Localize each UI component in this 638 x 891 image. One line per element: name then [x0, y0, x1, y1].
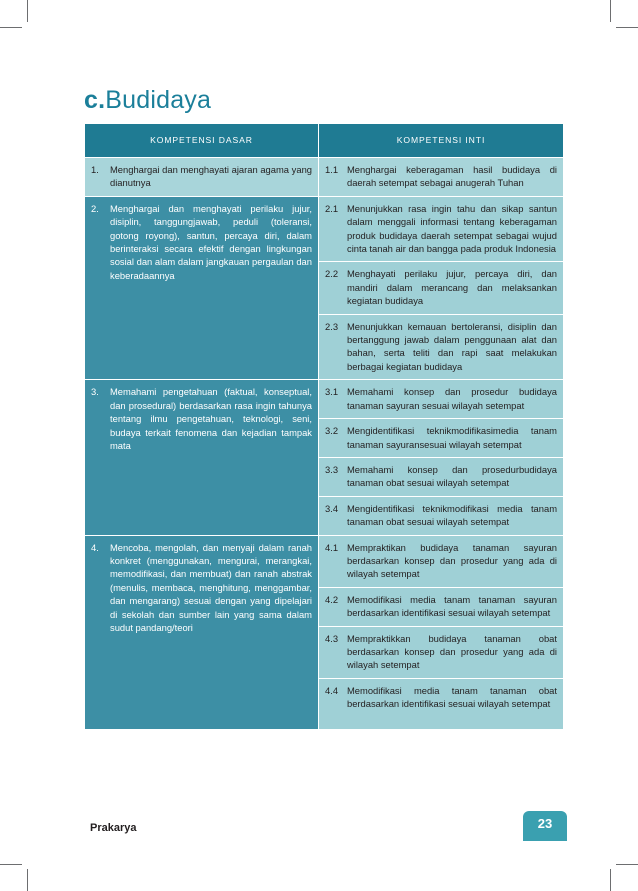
ki-cell [319, 587, 564, 626]
ki-number: 4.3 [325, 632, 339, 644]
ki-number: 1.1 [325, 164, 339, 175]
crop-mark [27, 0, 28, 22]
ki-cell [319, 196, 564, 262]
ki-cell [319, 380, 564, 419]
competency-table [84, 123, 564, 730]
section-title-text: Budidaya [105, 86, 212, 114]
ki-cell [319, 419, 564, 458]
ki-number: 3.2 [325, 425, 339, 437]
crop-mark [0, 864, 22, 865]
kd-number: 4. [91, 541, 99, 553]
ki-cell [319, 457, 564, 496]
ki-number: 4.4 [325, 684, 339, 696]
header-kompetensi-dasar: KOMPETENSI DASAR [85, 124, 319, 158]
kd-number: 2. [91, 202, 99, 214]
page-number-badge [523, 811, 567, 841]
ki-cell [319, 626, 564, 678]
crop-mark [27, 869, 28, 891]
ki-text: Mengidentifikasi teknikmodifikasi media tanam tanaman obat sesuai wilayah setempat [347, 502, 557, 528]
book-title: Prakarya [90, 822, 137, 834]
ki-text: Menghayati perilaku jujur, percaya diri, dan mandiri dalam merancang dan melaksankan kegiatan budidaya [347, 268, 557, 307]
table-row [85, 380, 564, 419]
ki-text: Memodifikasi media tanam tanaman sayuran berdasarkan identifikasi sesuai wilayah setempat [347, 593, 557, 619]
kd-cell [85, 535, 319, 729]
ki-text: Memahami konsep dan prosedurbudidaya tanaman obat sesuai wilayah setempat [347, 463, 557, 489]
kd-text: Memahami pengetahuan (faktual, konseptual, dan prosedural) berdasarkan rasa ingin tahunya tentang ilmu pengetahuan, teknologi, seni, budaya terkait fenomena dan kejadian tampak mata [110, 386, 312, 451]
ki-number: 2.3 [325, 320, 339, 332]
ki-cell [319, 678, 564, 729]
ki-text: Mempraktikan budidaya tanaman sayuran berdasarkan konsep dan prosedur yang ada di wilayah setempat [347, 541, 557, 580]
ki-cell [319, 535, 564, 587]
ki-text: Mempraktikkan budidaya tanaman obat berdasarkan konsep dan prosedur yang ada di wilayah setempat [347, 632, 557, 671]
header-kompetensi-inti: KOMPETENSI INTI [319, 124, 564, 158]
section-title [84, 86, 211, 115]
ki-text: Menunjukkan kemauan bertoleransi, disiplin dan bertanggung jawab dalam penggunaan alat dan bahan, serta teliti dan rapi saat melakukan berbagai kegiatan budidaya [347, 320, 557, 372]
kd-cell [85, 380, 319, 535]
ki-number: 2.2 [325, 268, 339, 280]
table-row [85, 196, 564, 262]
ki-number: 3.1 [325, 386, 339, 398]
ki-number: 3.4 [325, 502, 339, 514]
table-row [85, 158, 564, 197]
kd-number: 3. [91, 386, 99, 398]
ki-number: 4.2 [325, 593, 339, 605]
crop-mark [610, 0, 611, 22]
ki-cell [319, 496, 564, 535]
ki-cell [319, 314, 564, 380]
ki-cell [319, 262, 564, 314]
table-header-row [85, 124, 564, 158]
kd-text: Menghargai dan menghayati ajaran agama yang dianutnya [110, 164, 312, 189]
crop-mark [616, 864, 638, 865]
kd-cell [85, 158, 319, 197]
crop-mark [616, 27, 638, 28]
kd-text: Menghargai dan menghayati perilaku jujur, disiplin, tanggungjawab, peduli (toleransi, gotong royong), santun, percaya diri, dalam berinteraksi secara efektif dengan lingkungan sosial dan alam dalam jangkauan pergaulan dan keberadaannya [110, 202, 312, 281]
ki-cell [319, 158, 564, 197]
section-mark: c. [84, 86, 106, 114]
crop-mark [0, 27, 22, 28]
page-number: 23 [537, 816, 553, 831]
kd-number: 1. [91, 164, 99, 175]
ki-text: Memahami konsep dan prosedur budidaya tanaman sayuran sesuai wilayah setempat [347, 386, 557, 411]
ki-text: Mengidentifikasi teknikmodifikasimedia tanam tanaman sayuransesuai wilayah setempat [347, 425, 557, 450]
ki-text: Menunjukkan rasa ingin tahu dan sikap santun dalam menggali informasi tentang keberagaman produk budidaya daerah setempat sebagai wujud cinta tanah air dan bangga pada produk Indonesia [347, 202, 557, 255]
ki-number: 2.1 [325, 202, 339, 214]
ki-text: Memodifikasi media tanam tanaman obat berdasarkan identifikasi sesuai wilayah setempat [347, 684, 557, 710]
ki-text: Menghargai keberagaman hasil budidaya di daerah setempat sebagai anugerah Tuhan [347, 164, 557, 189]
ki-number: 4.1 [325, 541, 339, 553]
kd-cell [85, 196, 319, 379]
ki-number: 3.3 [325, 463, 339, 475]
crop-mark [610, 869, 611, 891]
table-row [85, 535, 564, 587]
kd-text: Mencoba, mengolah, dan menyaji dalam ranah konkret (menggunakan, mengurai, merangkai, memodifikasi, dan membuat) dan ranah abstrak (menulis, membaca, menghitung, menggambar, dan mengarang) sesuai dengan yang dipelajari di sekolah dan sumber lain yang sama dalam sudut pandang/teori [110, 541, 312, 633]
